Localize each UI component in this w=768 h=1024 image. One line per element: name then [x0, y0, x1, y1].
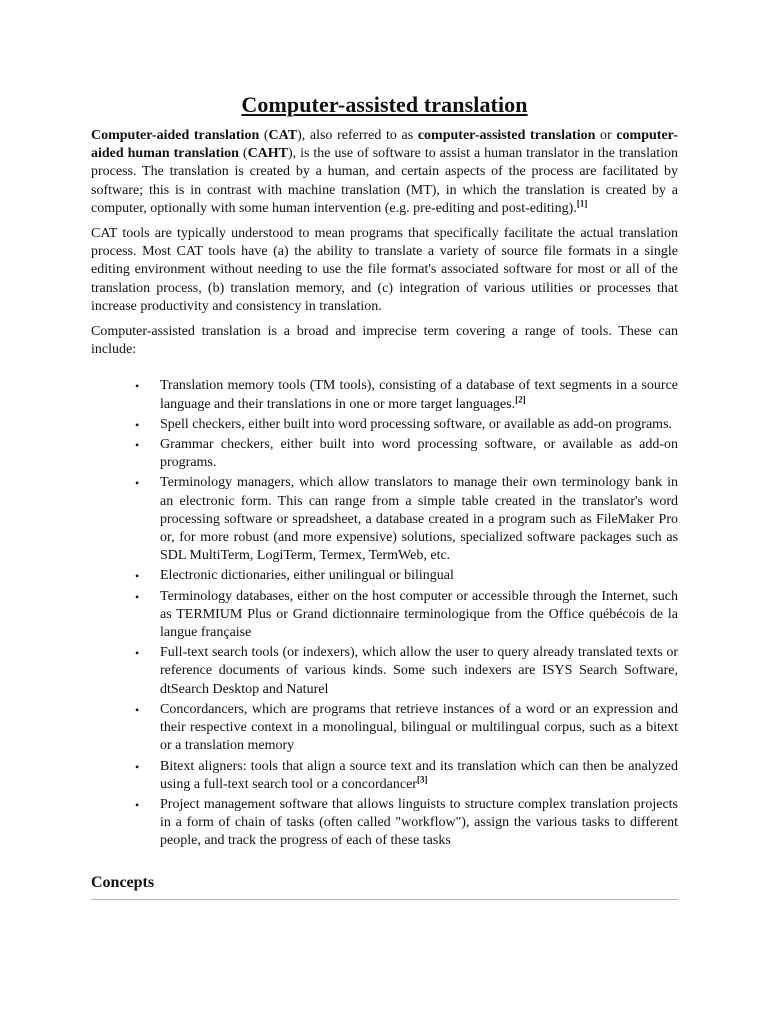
cat-tools-paragraph: CAT tools are typically understood to mean programs that specifically facilitate the actual translation process. Most CAT tools have (a) the ability to translate a variety of source file formats in a single editing environment without needing to use the file format's associated software for most or all of the translation process, (b) translation memory, and (c) integration of various utilities or processes that increase productivity and consistency in translation. [91, 226, 678, 314]
text-segment: ), also referred to as [297, 128, 418, 143]
list-item [135, 701, 678, 756]
abbr-caht: CAHT [247, 146, 289, 162]
abbr-cat: CAT [268, 128, 298, 143]
bullet-icon: • [135, 646, 140, 661]
list-item [135, 567, 678, 585]
tools-list [91, 377, 678, 850]
list-item [135, 377, 678, 413]
bullet-icon: • [135, 417, 140, 432]
list-item-text: Electronic dictionaries, either unilingual or bilingual [160, 568, 454, 584]
term-cat: Computer-aided translation [91, 128, 260, 143]
term-caht: computer-aided human translation [91, 128, 679, 162]
bullet-icon: • [135, 589, 140, 604]
bullet-icon: • [135, 702, 140, 717]
list-item-text: Grammar checkers, either built into word processing software, or available as add-on programs. [160, 437, 678, 471]
list-item-text: Bitext aligners: tools that align a source text and its translation which can then be analyzed using a full-text search tool or a concordancer [160, 758, 678, 792]
reference-link[interactable]: [3] [416, 774, 428, 785]
list-item-text: Terminology managers, which allow translators to manage their own terminology bank in an electronic form. This can range from a simple table created in the translator's word processing software or spreadsheet, a database created in a program such as FileMaker Pro or, for more robust (and more expensive) solutions, specialized software packages such as SDL MultiTerm, LogiTerm, Termex, TermWeb, etc. [160, 475, 678, 564]
list-item [135, 436, 678, 472]
tools-intro-paragraph: Computer-assisted translation is a broad and imprecise term covering a range of tools. These can include: [91, 324, 678, 358]
bullet-icon: • [135, 438, 140, 453]
list-item [135, 474, 678, 565]
term-computer-assisted: computer-assisted translation [417, 128, 596, 143]
list-item [135, 588, 678, 643]
text-segment: ( [259, 128, 269, 143]
bullet-icon: • [135, 476, 140, 491]
reference-link[interactable]: [2] [515, 393, 526, 404]
list-item-text: Project management software that allows linguists to structure complex translation projects in a form of chain of tasks (often called "workflow"), assign the various tasks to different people, and track the progress of each of these tasks [160, 796, 678, 849]
list-item [135, 796, 678, 851]
list-item-text: Terminology databases, either on the host computer or accessible through the Internet, such as TERMIUM Plus or Grand dictionnaire terminologique from the Office québécois de la langue française [160, 588, 678, 641]
list-item-text: Full-text search tools (or indexers), which allow the user to query already translated texts or reference documents of various kinds. Some such indexers are ISYS Search Software, dtSearch Desktop and Naturel [160, 645, 678, 697]
text-segment: or [595, 128, 617, 143]
page-title: Computer-assisted translation [241, 92, 528, 117]
list-item-text: Concordancers, which are programs that retrieve instances of a word or an expression and their respective context in a monolingual, bilingual or multilingual corpus, such as a bitext or a translation memory [160, 701, 678, 754]
intro-paragraph [91, 127, 678, 218]
bullet-icon: • [135, 379, 140, 394]
section-divider [91, 899, 678, 900]
list-item [135, 416, 678, 434]
list-item-text: Spell checkers, either built into word processing software, or available as add-on programs. [160, 416, 673, 432]
list-item-text: Translation memory tools (TM tools), consisting of a database of text segments in a source language and their translations in one or more target languages. [160, 378, 678, 412]
section-heading-concepts: Concepts [91, 873, 155, 891]
bullet-icon: • [135, 797, 140, 812]
reference-link[interactable]: [1] [576, 198, 588, 209]
text-segment: ), is the use of software to assist a human translator in the translation process. The translation is created by a human, and certain aspects of the process are facilitated by software; this is in contrast with machine translation (MT), in which the translation is created by a computer, optionally with some human intervention (e.g. pre-editing and post-editing). [91, 146, 678, 216]
bullet-icon: • [135, 569, 140, 584]
list-item [135, 644, 678, 699]
bullet-icon: • [135, 759, 140, 774]
text-segment: ( [238, 146, 248, 162]
list-item [135, 758, 678, 794]
document-page [91, 92, 678, 900]
